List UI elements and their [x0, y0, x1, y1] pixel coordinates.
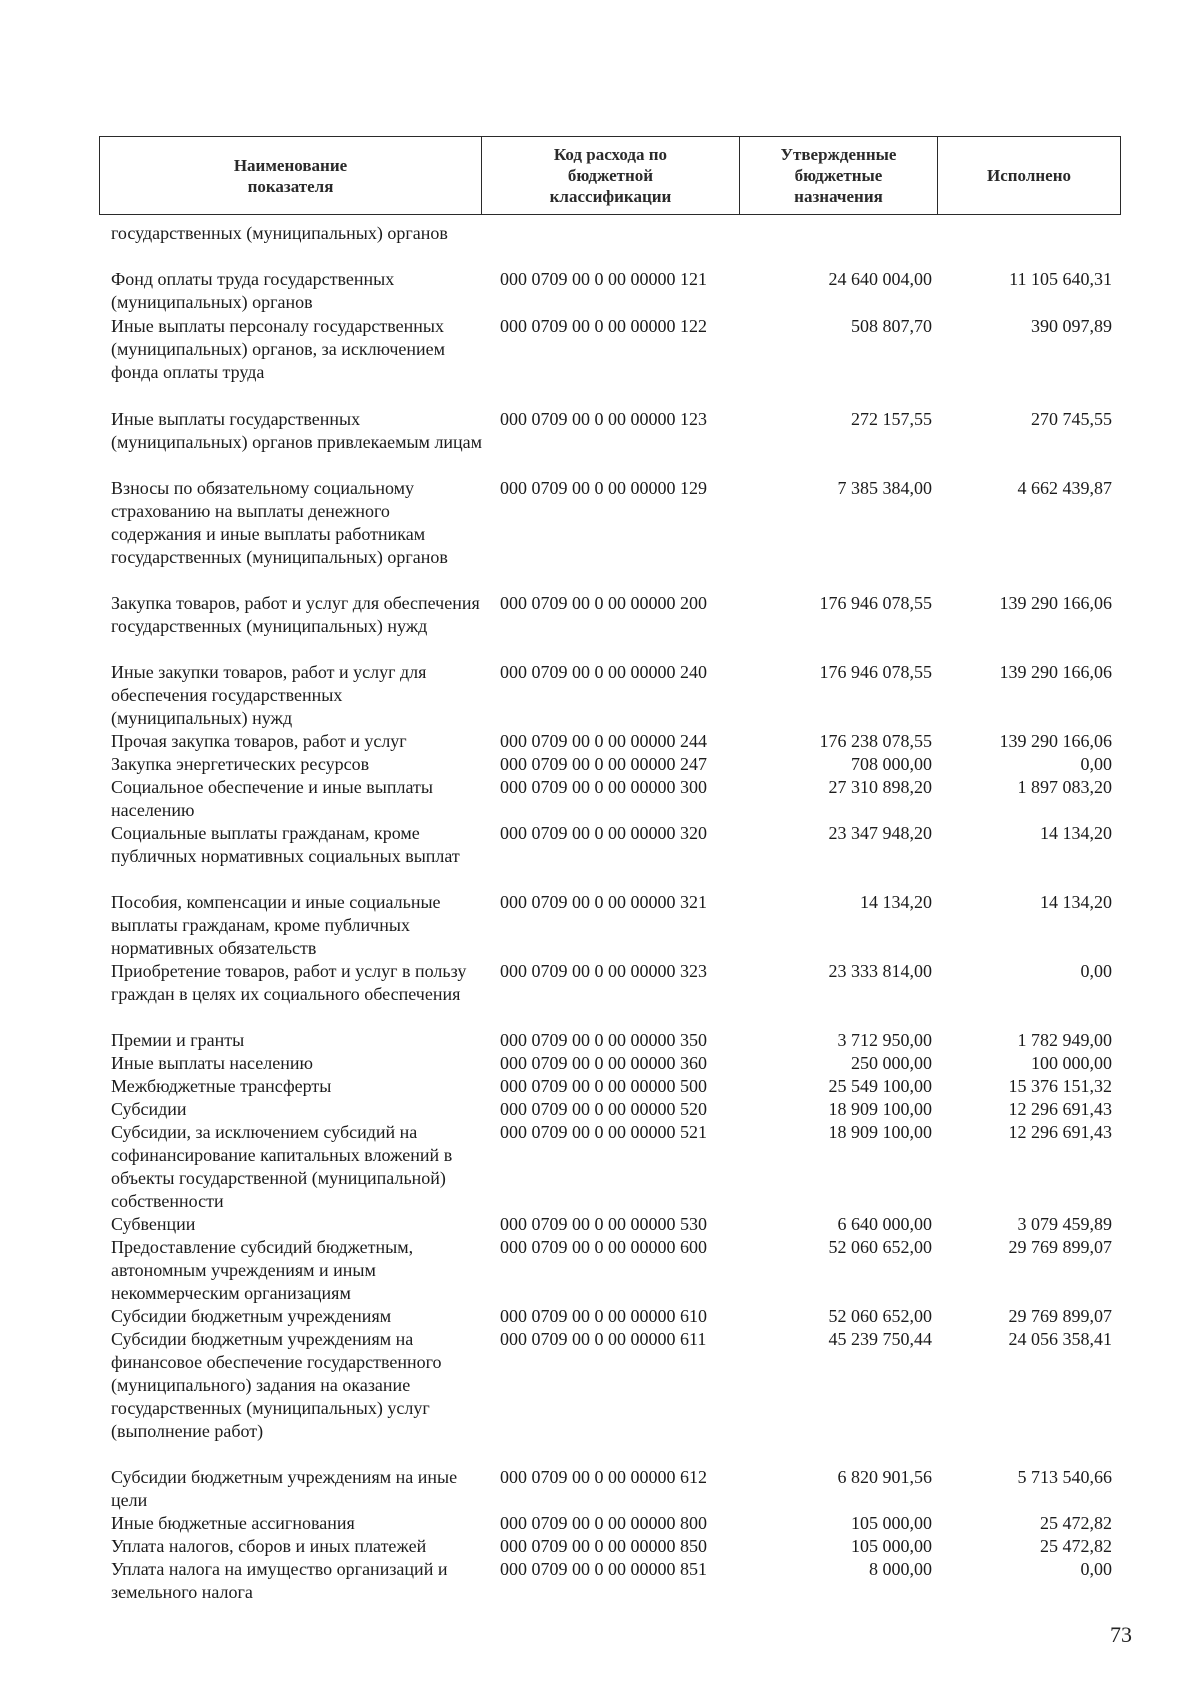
cell-plan: 6 640 000,00: [837, 1214, 932, 1234]
cell-code: 000 0709 00 0 00 00000 851: [500, 1559, 707, 1579]
cell-done: 29 769 899,07: [1008, 1237, 1112, 1257]
cell-done: 139 290 166,06: [999, 731, 1112, 751]
cell-plan: 508 807,70: [851, 316, 932, 336]
cell-name: Иные выплаты государственных (муниципальных) органов привлекаемым лицам: [111, 409, 483, 452]
cell-code: 000 0709 00 0 00 00000 600: [500, 1237, 707, 1257]
cell-done: 25 472,82: [1040, 1513, 1112, 1533]
cell-code: 000 0709 00 0 00 00000 121: [500, 269, 707, 289]
cell-code: 000 0709 00 0 00 00000 850: [500, 1536, 707, 1556]
cell-done: 3 079 459,89: [1017, 1214, 1112, 1234]
cell-name: Взносы по обязательному социальному страхованию на выплаты денежного содержания и иные выплаты работникам государственных (муниципальных) органов: [111, 478, 448, 567]
cell-name: Субсидии бюджетным учреждениям на финансовое обеспечение государственного (муниципального) задания на оказание государственных (муниципальных) услуг (выполнение работ): [111, 1329, 442, 1441]
cell-done: 139 290 166,06: [999, 593, 1112, 613]
page-number: 73: [1110, 1622, 1132, 1647]
cell-name: Субсидии: [111, 1099, 187, 1119]
cell-code: 000 0709 00 0 00 00000 521: [500, 1122, 707, 1142]
cell-code: 000 0709 00 0 00 00000 300: [500, 777, 707, 797]
cell-name: Социальное обеспечение и иные выплаты населению: [111, 777, 433, 820]
cell-done: 0,00: [1080, 754, 1112, 774]
cell-plan: 14 134,20: [860, 892, 932, 912]
cell-done: 11 105 640,31: [1009, 269, 1112, 289]
cell-plan: 6 820 901,56: [837, 1467, 932, 1487]
cell-code: 000 0709 00 0 00 00000 123: [500, 409, 707, 429]
cell-plan: 105 000,00: [851, 1513, 932, 1533]
cell-name: Уплата налога на имущество организаций и земельного налога: [111, 1559, 448, 1602]
cell-code: 000 0709 00 0 00 00000 122: [500, 316, 707, 336]
cell-code: 000 0709 00 0 00 00000 200: [500, 593, 707, 613]
cell-plan: 52 060 652,00: [828, 1306, 932, 1326]
cell-plan: 250 000,00: [851, 1053, 932, 1073]
cell-done: 1 782 949,00: [1017, 1030, 1112, 1050]
cell-done: 24 056 358,41: [1008, 1329, 1112, 1349]
cell-plan: 7 385 384,00: [837, 478, 932, 498]
cell-done: 0,00: [1080, 1559, 1112, 1579]
cell-plan: 23 347 948,20: [828, 823, 932, 843]
header-name: Наименование показателя: [100, 137, 482, 214]
cell-done: 0,00: [1080, 961, 1112, 981]
cell-code: 000 0709 00 0 00 00000 244: [500, 731, 707, 751]
cell-name: Иные закупки товаров, работ и услуг для обеспечения государственных (муниципальных) нужд: [111, 662, 427, 728]
cell-name: Иные выплаты населению: [111, 1053, 313, 1073]
cell-name: Иные выплаты персоналу государственных (муниципальных) органов, за исключением фонда оплаты труда: [111, 316, 446, 382]
cell-done: 1 897 083,20: [1017, 777, 1112, 797]
cell-plan: 45 239 750,44: [828, 1329, 932, 1349]
cell-name: Прочая закупка товаров, работ и услуг: [111, 731, 407, 751]
cell-name: Субсидии бюджетным учреждениям: [111, 1306, 392, 1326]
cell-plan: 8 000,00: [869, 1559, 932, 1579]
cell-name: Субвенции: [111, 1214, 196, 1234]
cell-code: 000 0709 00 0 00 00000 321: [500, 892, 707, 912]
cell-plan: 176 946 078,55: [819, 593, 932, 613]
cell-code: 000 0709 00 0 00 00000 612: [500, 1467, 707, 1487]
cell-done: 12 296 691,43: [1008, 1099, 1112, 1119]
cell-plan: 18 909 100,00: [828, 1099, 932, 1119]
cell-done: 29 769 899,07: [1008, 1306, 1112, 1326]
header-code: Код расхода по бюджетной классификации: [482, 137, 740, 214]
cell-plan: 3 712 950,00: [837, 1030, 932, 1050]
cell-plan: 272 157,55: [851, 409, 932, 429]
header-done: Исполнено: [986, 166, 1071, 185]
cell-plan: 176 946 078,55: [819, 662, 932, 682]
cell-code: 000 0709 00 0 00 00000 611: [500, 1329, 707, 1349]
cell-name: Субсидии бюджетным учреждениям на иные цели: [111, 1467, 458, 1510]
cell-name: Фонд оплаты труда государственных (муниципальных) органов: [111, 269, 395, 312]
cell-code: 000 0709 00 0 00 00000 323: [500, 961, 707, 981]
cell-name: Закупка товаров, работ и услуг для обеспечения государственных (муниципальных) нужд: [111, 593, 480, 636]
header-plan: Утвержденные бюджетные назначения: [740, 137, 938, 214]
cell-done: 4 662 439,87: [1017, 478, 1112, 498]
cell-done: 15 376 151,32: [1008, 1076, 1112, 1096]
cell-done: 390 097,89: [1031, 316, 1112, 336]
cell-name: государственных (муниципальных) органов: [111, 223, 448, 243]
cell-plan: 176 238 078,55: [819, 731, 932, 751]
cell-done: 12 296 691,43: [1008, 1122, 1112, 1142]
cell-done: 100 000,00: [1031, 1053, 1112, 1073]
cell-name: Иные бюджетные ассигнования: [111, 1513, 355, 1533]
cell-name: Межбюджетные трансферты: [111, 1076, 332, 1096]
cell-name: Закупка энергетических ресурсов: [111, 754, 370, 774]
cell-code: 000 0709 00 0 00 00000 240: [500, 662, 707, 682]
cell-name: Пособия, компенсации и иные социальные выплаты гражданам, кроме публичных нормативных обязательств: [111, 892, 441, 958]
cell-code: 000 0709 00 0 00 00000 800: [500, 1513, 707, 1533]
table-header: [99, 136, 1121, 215]
cell-code: 000 0709 00 0 00 00000 247: [500, 754, 707, 774]
cell-name: Премии и гранты: [111, 1030, 245, 1050]
cell-name: Социальные выплаты гражданам, кроме публичных нормативных социальных выплат: [111, 823, 460, 866]
cell-code: 000 0709 00 0 00 00000 320: [500, 823, 707, 843]
cell-plan: 18 909 100,00: [828, 1122, 932, 1142]
cell-plan: 52 060 652,00: [828, 1237, 932, 1257]
cell-name: Приобретение товаров, работ и услуг в пользу граждан в целях их социального обеспечения: [111, 961, 467, 1004]
cell-plan: 708 000,00: [851, 754, 932, 774]
cell-code: 000 0709 00 0 00 00000 500: [500, 1076, 707, 1096]
cell-name: Уплата налогов, сборов и иных платежей: [111, 1536, 427, 1556]
cell-plan: 23 333 814,00: [828, 961, 932, 981]
cell-done: 5 713 540,66: [1017, 1467, 1112, 1487]
cell-code: 000 0709 00 0 00 00000 360: [500, 1053, 707, 1073]
cell-plan: 105 000,00: [851, 1536, 932, 1556]
cell-code: 000 0709 00 0 00 00000 350: [500, 1030, 707, 1050]
cell-code: 000 0709 00 0 00 00000 129: [500, 478, 707, 498]
cell-name: Субсидии, за исключением субсидий на софинансирование капитальных вложений в объекты государственной (муниципальной) собственности: [111, 1122, 453, 1211]
cell-code: 000 0709 00 0 00 00000 610: [500, 1306, 707, 1326]
cell-done: 270 745,55: [1031, 409, 1112, 429]
cell-plan: 27 310 898,20: [828, 777, 932, 797]
cell-done: 139 290 166,06: [999, 662, 1112, 682]
cell-plan: 24 640 004,00: [828, 269, 932, 289]
cell-name: Предоставление субсидий бюджетным, автономным учреждениям и иным некоммерческим организациям: [111, 1237, 414, 1303]
cell-code: 000 0709 00 0 00 00000 520: [500, 1099, 707, 1119]
cell-done: 14 134,20: [1040, 892, 1112, 912]
cell-code: 000 0709 00 0 00 00000 530: [500, 1214, 707, 1234]
cell-done: 14 134,20: [1040, 823, 1112, 843]
cell-done: 25 472,82: [1040, 1536, 1112, 1556]
cell-plan: 25 549 100,00: [828, 1076, 932, 1096]
